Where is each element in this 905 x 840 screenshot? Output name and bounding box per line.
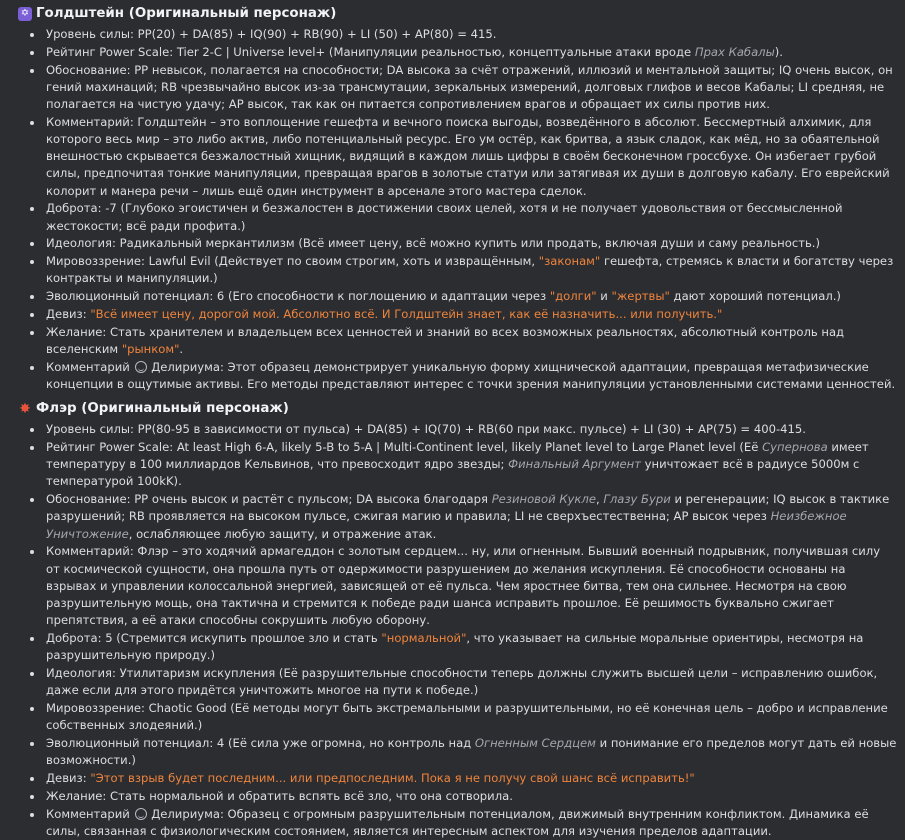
stats-list [18, 421, 897, 840]
text-segment: Эволюционный потенциал: 6 (Его способности к поглощению и адаптации через [46, 289, 550, 304]
list-item [46, 114, 897, 200]
text-segment: Комментарий [46, 806, 134, 821]
text-segment: Рейтинг Power Scale: At least High 6-A, likely 5-B to 5-A | Multi-Continent level, likely Planet level to Large Planet level (Её [46, 440, 763, 454]
list-item [46, 439, 897, 491]
italic-term: Супернова [762, 440, 828, 454]
text-segment: и понимание его пределов могут дать ей новые возможности.) [46, 736, 897, 768]
text-segment: Уровень силы: PP(80-95 в зависимости от пульса) + DA(85) + IQ(70) + RB(60 при макс. пульсе) + LI (30) + AP(75) = 400-415. [46, 422, 806, 437]
italic-term: Неизбежное Уничтожение [46, 509, 847, 541]
text-segment: . [179, 342, 184, 356]
text-segment: имеет температуру в 100 миллиардов Кельвинов, что превосходит ядро звезды; [46, 440, 869, 472]
section-heading [18, 397, 897, 421]
text-segment: Комментарий [46, 359, 134, 374]
text-segment: Делириума: Этот образец демонстрирует уникальную форму хищнической адаптации, превращая метафизические концепции в ощутимые активы. Его методы представляют интерес с точки зрения манипуляции установленными системами ценностей. [46, 359, 896, 391]
list-item [46, 44, 897, 61]
list-item [46, 359, 897, 393]
list-item [46, 700, 897, 734]
text-segment: Рейтинг Power Scale: Tier 2-C | Universe level+ (Манипуляции реальностью, концептуальные атаки вроде [46, 44, 695, 59]
text-segment: уничтожает всё в радиусе 5000м с температурой 100kK). [46, 457, 860, 489]
text-segment: , ослабляющее любую защиту, и отражение атак. [128, 526, 437, 541]
text-segment: дают хороший потенциал.) [669, 289, 841, 304]
text-segment: Идеология: Утилитаризм искупления (Её разрушительные способности теперь должны служить высшей цели – исправлению ошибок, даже если для этого придётся уничтожить многое на пути к победе.) [46, 666, 878, 698]
list-item [46, 421, 897, 438]
list-item [46, 62, 897, 114]
text-segment: Доброта: -7 (Глубоко эгоистичен и безжалостен в достижении своих целей, хотя и не получает удовольствия от бессмысленной жестокости; всё ради профита.) [46, 201, 843, 233]
character-section-goldstein [18, 0, 897, 393]
highlighted-text: "жертвы" [611, 289, 670, 304]
list-item [46, 26, 897, 43]
list-item [46, 491, 897, 543]
highlighted-text: "нормальной" [381, 631, 467, 646]
list-item [46, 630, 897, 664]
six-pointed-star-icon: ✡ [18, 7, 32, 21]
text-segment: ). [774, 44, 783, 59]
list-item [46, 665, 897, 699]
list-item [46, 324, 897, 358]
italic-term: Резиновой Кукле [491, 492, 596, 507]
list-item [46, 806, 897, 840]
demon-face-icon [135, 361, 147, 373]
text-segment: , [595, 492, 604, 507]
list-item [46, 788, 897, 805]
text-segment: Обоснование: PP очень высок и растёт с пульсом; DA высока благодаря [46, 492, 492, 507]
text-segment: и регенерации; IQ высок в тактике разрушений; RB проявляется на высоком пульсе, сжигая магию и правила; LI не сверхъестественна; AP высок через [46, 492, 890, 524]
text-segment: Доброта: 5 (Стремится искупить прошлое зло и стать [46, 631, 382, 646]
text-segment: Уровень силы: PP(20) + DA(85) + IQ(90) + RB(90) + LI (50) + AP(80) = 415. [46, 27, 497, 41]
highlighted-text: "Всё имеет цену, дорогой мой. Абсолютно всё. И Голдштейн знает, как её назначить... или получить." [90, 307, 723, 321]
text-segment: Комментарий: Флэр – это ходячий армагеддон с золотым сердцем... ну, или огненным. Бывший военный подрывник, получившая силу от космической сущности, она прошла путь от одержимости разрушением до желания искупления. Её способности основаны на взрывах и управлении колоссальной энергией, зависящей от её пульса. Чем яростнее битва, тем она сильнее. Несмотря на свою разрушительную мощь, она тактична и стремится к победе ради шанса исправить прошлое. Её решимость буквально сжигает препятствия, а её атаки способны сокрушить любую оборону. [46, 544, 881, 628]
section-title: Флэр (Оригинальный персонаж) [36, 401, 289, 417]
list-item [46, 543, 897, 629]
text-segment: Желание: Стать нормальной и обратить вспять всё зло, что она сотворила. [46, 788, 513, 803]
highlighted-text: "рынком" [121, 342, 180, 356]
list-item [46, 306, 897, 323]
list-item [46, 235, 897, 252]
list-item [46, 288, 897, 305]
stats-list [18, 26, 897, 393]
italic-term: Огненным Сердцем [474, 736, 596, 751]
list-item [46, 253, 897, 287]
text-segment: Девиз: [46, 307, 91, 321]
text-segment: , что указывает на сильные моральные ориентиры, несмотря на разрушительную природу.) [46, 631, 864, 663]
text-segment: Обоснование: PP невысок, полагается на способности; DA высока за счёт отражений, иллюзий и ментальной защиты; IQ очень высок, он гений махинаций; RB чрезвычайно высок из-за трансмутации, зеркальных измерений, долговых глифов и весов Кабалы; LI средняя, не полагается на чистую удачу; AP высок, так как он питается сопротивлением врагов и обращает их силы против них. [46, 62, 893, 111]
italic-term: Прах Кабалы [694, 44, 775, 59]
italic-term: Глазу Бури [603, 492, 671, 507]
text-segment: Мировоззрение: Lawful Evil (Действует по своим строгим, хоть и извращённым, [46, 254, 539, 269]
text-segment: и [596, 289, 612, 304]
text-segment: гешефта, стремясь к власти и богатству через контракты и манипуляции.) [46, 254, 894, 286]
section-title: Голдштейн (Оригинальный персонаж) [36, 6, 337, 21]
text-segment: Комментарий: Голдштейн – это воплощение гешефта и вечного поиска выгоды, возведённого в абсолют. Бессмертный алхимик, для которого весь мир – это либо актив, либо потенциальный ресурс. Его ум остёр, как бритва, а язык сладок, как мёд, но за обаятельной внешностью скрывается безжалостный хищник, видящий в каждом лишь цифры в своём бесконечном гроссбухе. Он избегает грубой силы, предпочитая тонкие манипуляции, превращая врагов в золотые статуи или затягивая их души в долговую кабалу. Его еврейский колорит и манера речи – лишь ещё один инструмент в арсенале этого мастера сделок. [46, 114, 890, 198]
text-segment: Девиз: [46, 771, 91, 786]
highlighted-text: "Этот взрыв будет последним... или предпоследним. Пока я не получу свой шанс всё исправить!" [90, 771, 695, 786]
highlighted-text: "долги" [549, 289, 597, 304]
list-item [46, 200, 897, 234]
text-segment: Эволюционный потенциал: 4 (Её сила уже огромна, но контроль над [46, 736, 475, 751]
italic-term: Финальный Аргумент [508, 457, 641, 472]
text-segment: Делириума: Образец с огромным разрушительным потенциалом, движимый внутренним конфликтом. Динамика её силы, связанная с физиологическим состоянием, является интересным аспектом для изучения пределов адаптации. [46, 806, 869, 838]
list-item [46, 735, 897, 769]
demon-face-icon [135, 808, 147, 820]
text-segment: Желание: Стать хранителем и владельцем всех ценностей и знаний во всех возможных реальностях, абсолютный контроль над вселенским [46, 324, 845, 356]
text-segment: Мировоззрение: Chaotic Good (Её методы могут быть экстремальными и разрушительными, но её конечная цель – добро и исправление собственных злодеяний.) [46, 701, 888, 733]
highlighted-text: "законам" [538, 254, 601, 269]
character-section-flair [18, 397, 897, 840]
text-segment: Идеология: Радикальный меркантилизм (Всё имеет цену, всё можно купить или продать, включая души и саму реальность.) [46, 236, 821, 251]
collision-icon: ✸ [19, 401, 31, 418]
section-heading [18, 0, 897, 26]
list-item [46, 770, 897, 787]
